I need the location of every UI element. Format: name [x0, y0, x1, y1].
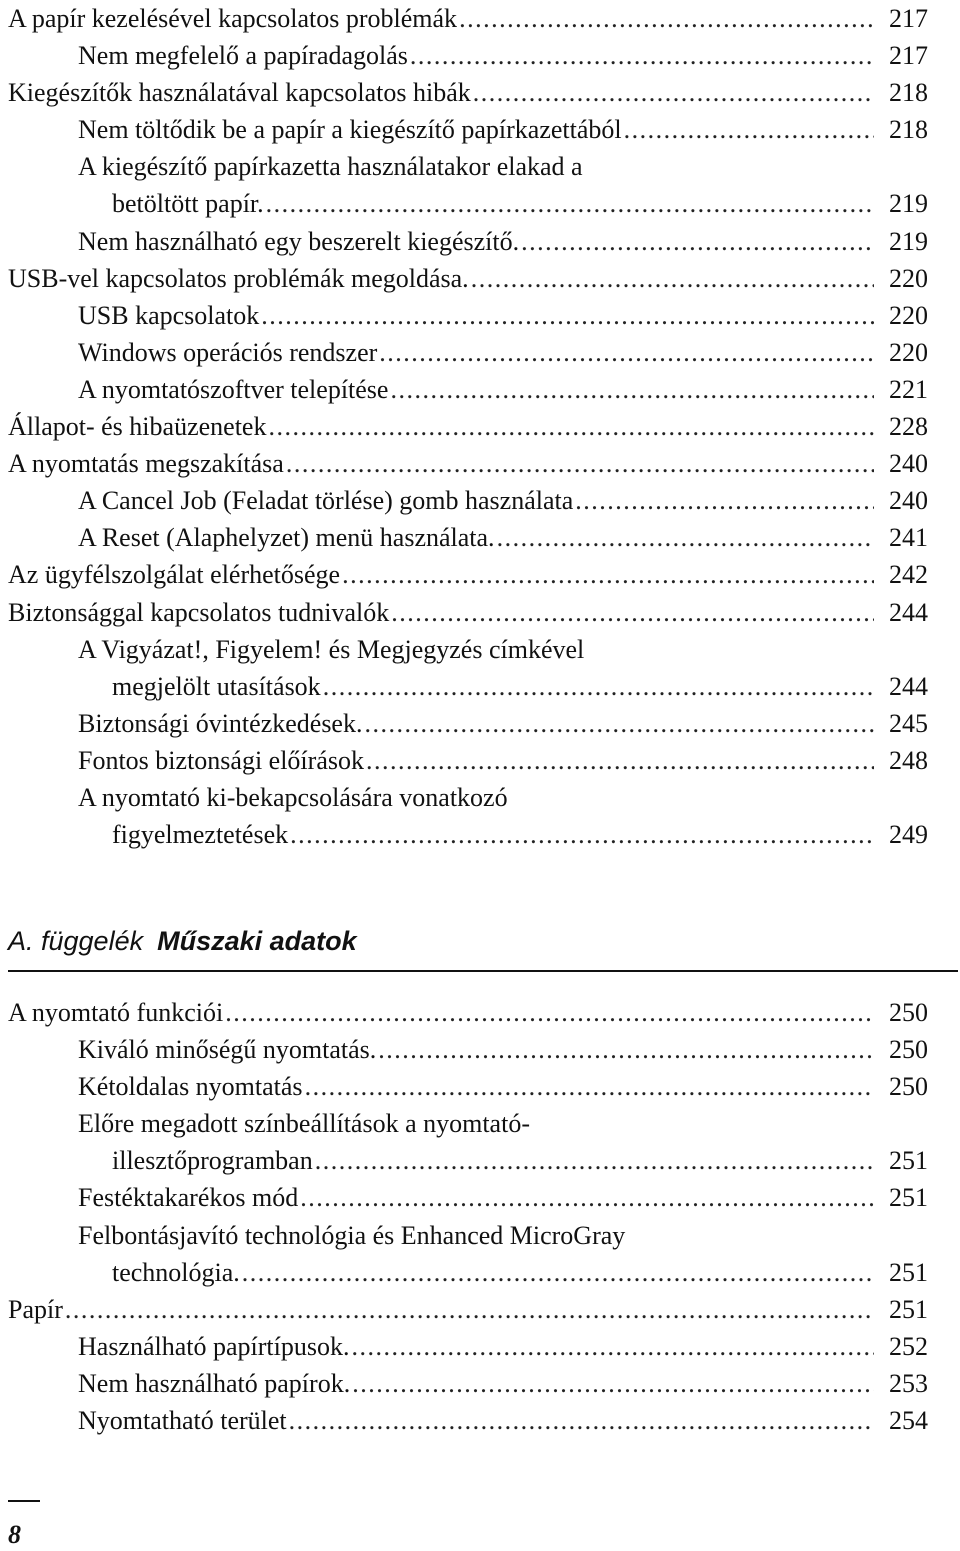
toc-entry[interactable] [8, 297, 928, 334]
toc-leader-dots [65, 1291, 874, 1328]
toc-entry-title: USB kapcsolatok [78, 300, 260, 330]
toc-entry-title: Nem használható egy beszerelt kiegészítő. [78, 226, 520, 256]
toc-leader-dots [473, 74, 874, 111]
toc-entry[interactable] [8, 994, 928, 1031]
toc-leader-dots [352, 1328, 875, 1365]
toc-entry-title: technológia. [112, 1257, 240, 1287]
toc-entry-page: 245 [889, 708, 928, 738]
toc-entry-page: 219 [889, 189, 928, 219]
appendix-heading [8, 926, 958, 972]
toc-entry-title: Nem megfelelő a papíradagolás [78, 41, 408, 71]
toc-leader-dots [391, 594, 874, 631]
toc-entry[interactable] [8, 668, 928, 705]
toc-entry-title: Felbontásjavító technológia és Enhanced MicroGray [78, 1220, 626, 1250]
toc-leader-dots [300, 1179, 874, 1216]
toc-entry[interactable] [8, 74, 928, 111]
toc-entry[interactable] [8, 185, 928, 222]
toc-entry-title: Nem használható papírok. [78, 1368, 351, 1398]
toc-entry-page: 220 [889, 300, 928, 330]
toc-entry[interactable] [8, 37, 928, 74]
toc-entry-title: A Vigyázat!, Figyelem! és Megjegyzés címkével [78, 634, 585, 664]
toc-leader-dots [323, 668, 874, 705]
toc-entry[interactable] [8, 1179, 928, 1216]
toc-entry-title: Biztonsági óvintézkedések. [78, 708, 363, 738]
footer-rule [8, 1500, 40, 1502]
toc-entry-page: 240 [889, 449, 928, 479]
toc-entry-title: A nyomtató funkciói [8, 998, 224, 1027]
toc-leader-dots [364, 705, 874, 742]
toc-leader-dots [268, 408, 874, 445]
toc-entry-title: Windows operációs rendszer [78, 337, 378, 367]
toc-entry-title: A Reset (Alaphelyzet) menü használata. [78, 523, 495, 553]
toc-entry-title: betöltött papír. [112, 189, 264, 219]
toc-leader-dots [261, 297, 874, 334]
toc-entry[interactable] [8, 148, 928, 185]
toc-entry[interactable] [8, 445, 928, 482]
toc-section-specifications [8, 994, 928, 1439]
toc-leader-dots [315, 1142, 874, 1179]
toc-leader-dots [266, 185, 874, 222]
toc-leader-dots [366, 742, 874, 779]
toc-entry-title: Fontos biztonsági előírások [78, 745, 364, 775]
toc-entry-title: figyelmeztetések [112, 820, 289, 850]
toc-entry-title: megjelölt utasítások [112, 671, 321, 701]
toc-entry[interactable] [8, 111, 928, 148]
toc-leader-dots [497, 519, 874, 556]
toc-entry[interactable] [8, 1217, 928, 1254]
toc-leader-dots [471, 260, 874, 297]
toc-leader-dots [575, 482, 874, 519]
toc-entry-title: A nyomtatószoftver telepítése [78, 374, 389, 404]
toc-entry[interactable] [8, 260, 928, 297]
toc-leader-dots [290, 816, 874, 853]
toc-entry-page: 244 [889, 597, 928, 627]
toc-entry-page: 252 [889, 1331, 928, 1361]
toc-entry-page: 248 [889, 745, 928, 775]
toc-entry-title: Kiegészítők használatával kapcsolatos hibák [8, 78, 471, 108]
toc-entry[interactable] [8, 631, 928, 668]
toc-entry[interactable] [8, 816, 928, 853]
toc-leader-dots [305, 1068, 874, 1105]
toc-entry-page: 242 [889, 560, 928, 590]
toc-leader-dots [289, 1402, 874, 1439]
toc-entry-page: 251 [889, 1146, 928, 1176]
toc-entry[interactable] [8, 408, 928, 445]
toc-entry-page: 218 [889, 78, 928, 108]
toc-leader-dots [378, 1031, 874, 1068]
toc-entry-page: 244 [889, 671, 928, 701]
toc-entry-title: Papír [8, 1294, 63, 1324]
toc-leader-dots [379, 334, 874, 371]
toc-entry[interactable] [8, 482, 928, 519]
toc-entry[interactable] [8, 1365, 928, 1402]
toc-entry-title: Nyomtatható terület [78, 1406, 287, 1436]
toc-entry-title: Állapot- és hibaüzenetek [8, 412, 267, 442]
toc-leader-dots [242, 1254, 874, 1291]
toc-entry-title: Kétoldalas nyomtatás [78, 1072, 303, 1102]
toc-entry-page: 220 [889, 337, 928, 367]
toc-entry-page: 250 [889, 998, 928, 1027]
toc-entry-title: Kiváló minőségű nyomtatás. [78, 1035, 377, 1065]
toc-leader-dots [459, 0, 874, 37]
toc-section-troubleshooting [8, 0, 928, 853]
toc-leader-dots [390, 371, 874, 408]
toc-entry[interactable] [8, 556, 928, 593]
toc-entry-title: Festéktakarékos mód [78, 1183, 299, 1213]
toc-entry-page: 254 [889, 1406, 928, 1436]
toc-entry-title: Előre megadott színbeállítások a nyomtató- [78, 1109, 530, 1139]
toc-entry[interactable] [8, 594, 928, 631]
toc-leader-dots [624, 111, 874, 148]
toc-entry-title: Az ügyfélszolgálat elérhetősége [8, 560, 341, 590]
toc-entry-title: A nyomtatás megszakítása [8, 449, 284, 479]
toc-entry-title: A Cancel Job (Feladat törlése) gomb használata [78, 486, 574, 516]
toc-entry-page: 221 [889, 374, 928, 404]
toc-leader-dots [410, 37, 874, 74]
toc-entry-page: 253 [889, 1368, 928, 1398]
toc-entry-page: 249 [889, 820, 928, 850]
toc-entry[interactable] [8, 1105, 928, 1142]
toc-entry-page: 251 [889, 1294, 928, 1324]
toc-entry-page: 220 [889, 263, 928, 293]
toc-entry-page: 217 [889, 4, 928, 33]
toc-entry-page: 241 [889, 523, 928, 553]
toc-entry-page: 251 [889, 1183, 928, 1213]
toc-entry-page: 250 [889, 1072, 928, 1102]
toc-leader-dots [225, 994, 874, 1031]
toc-entry-page: 218 [889, 115, 928, 145]
toc-entry[interactable] [8, 1068, 928, 1105]
toc-entry[interactable] [8, 779, 928, 816]
toc-entry[interactable] [8, 223, 928, 260]
toc-entry[interactable] [8, 742, 928, 779]
toc-leader-dots [521, 223, 874, 260]
toc-entry-title: A nyomtató ki-bekapcsolására vonatkozó [78, 782, 508, 812]
toc-leader-dots [286, 445, 874, 482]
toc-entry[interactable] [8, 371, 928, 408]
toc-entry-page: 250 [889, 1035, 928, 1065]
toc-entry[interactable] [8, 1142, 928, 1179]
toc-entry[interactable] [8, 519, 928, 556]
toc-entry-page: 240 [889, 486, 928, 516]
toc-entry[interactable] [8, 1291, 928, 1328]
toc-entry-page: 217 [889, 41, 928, 71]
toc-entry[interactable] [8, 1254, 928, 1291]
toc-leader-dots [352, 1365, 874, 1402]
toc-leader-dots [342, 556, 874, 593]
toc-entry-title: Használható papírtípusok. [78, 1331, 350, 1361]
toc-entry[interactable] [8, 0, 928, 37]
page-number: 8 [8, 1520, 21, 1549]
toc-entry-title: Biztonsággal kapcsolatos tudnivalók [8, 597, 390, 627]
toc-entry[interactable] [8, 1402, 928, 1439]
toc-entry-title: illesztőprogramban [112, 1146, 313, 1176]
appendix-label: A. függelék [8, 926, 144, 956]
toc-entry-title: USB-vel kapcsolatos problémák megoldása. [8, 263, 469, 293]
toc-entry-title: A kiegészítő papírkazetta használatakor elakad a [78, 152, 583, 182]
toc-entry-title: A papír kezelésével kapcsolatos problémák [8, 4, 458, 33]
toc-entry-page: 251 [889, 1257, 928, 1287]
toc-entry-title: Nem töltődik be a papír a kiegészítő papírkazettából [78, 115, 622, 145]
toc-entry-page: 228 [889, 412, 928, 442]
toc-entry[interactable] [8, 334, 928, 371]
toc-entry-page: 219 [889, 226, 928, 256]
toc-entry[interactable] [8, 1031, 928, 1068]
toc-entry[interactable] [8, 705, 928, 742]
appendix-title: Műszaki adatok [157, 926, 357, 956]
toc-entry[interactable] [8, 1328, 928, 1365]
